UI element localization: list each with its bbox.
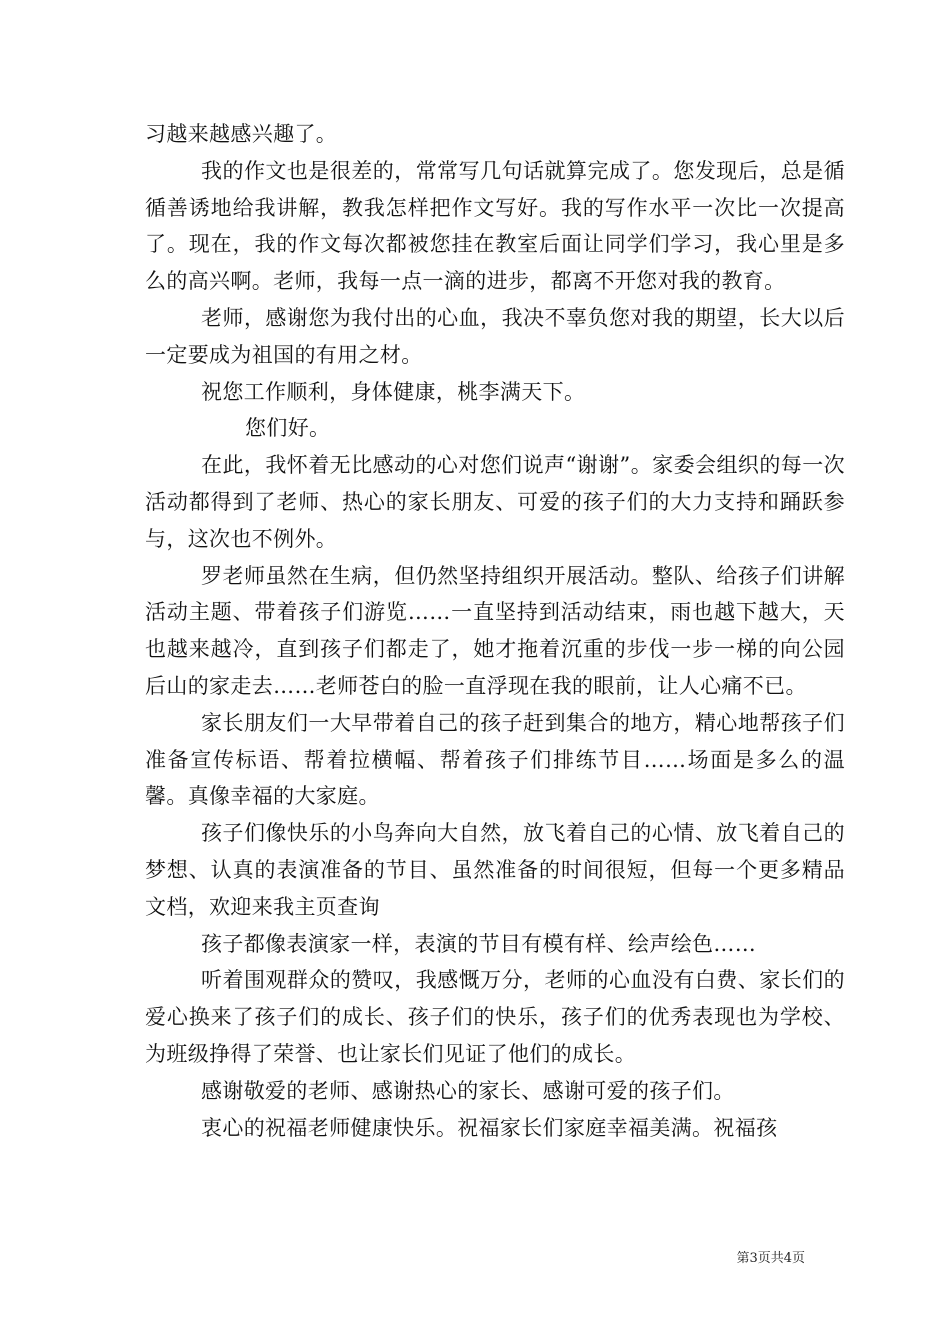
paragraph: 老师，感谢您为我付出的心血，我决不辜负您对我的期望，长大以后一定要成为祖国的有用之材。: [145, 305, 845, 367]
paragraph: 家长朋友们一大早带着自己的孩子赶到集合的地方，精心地帮孩子们准备宣传标语、帮着拉横幅、帮着孩子们排练节目……场面是多么的温馨。真像幸福的大家庭。: [145, 710, 845, 809]
paragraph: 祝您工作顺利，身体健康，桃李满天下。: [201, 379, 586, 404]
page-number-footer: 第3页共4页: [736, 1251, 805, 1266]
paragraph: 孩子都像表演家一样，表演的节目有模有样、绘声绘色……: [201, 931, 757, 956]
paragraph: 孩子们像快乐的小鸟奔向大自然，放飞着自己的心情、放飞着自己的梦想、认真的表演准备的节目、虽然准备的时间很短，但每一个更多精品文档，欢迎来我主页查询: [145, 821, 845, 919]
paragraph: 听着围观群众的赞叹，我感慨万分，老师的心血没有白费、家长们的爱心换来了孩子们的成长、孩子们的快乐，孩子们的优秀表现也为学校、为班级挣得了荣誉、也让家长们见证了他们的成长。: [145, 968, 845, 1066]
paragraph: 感谢敬爱的老师、感谢热心的家长、感谢可爱的孩子们。: [201, 1078, 735, 1103]
paragraph: 我的作文也是很差的，常常写几句话就算完成了。您发现后，总是循循善诱地给我讲解，教我怎样把作文写好。我的写作水平一次比一次提高了。现在，我的作文每次都被您挂在教室后面让同学们学习，我心里是多么的高兴啊。老师，我每一点一滴的进步，都离不开您对我的教育。: [145, 158, 845, 294]
document-body: [145, 116, 845, 1146]
paragraph: 衷心的祝福老师健康快乐。祝福家长们家庭幸福美满。祝福孩: [201, 1115, 778, 1140]
salutation: 您们好。: [245, 416, 331, 441]
paragraph: 在此，我怀着无比感动的心对您们说声“谢谢”。家委会组织的每一次活动都得到了老师、热心的家长朋友、可爱的孩子们的大力支持和踊跃参与，这次也不例外。: [145, 453, 845, 551]
paragraph: 罗老师虽然在生病，但仍然坚持组织开展活动。整队、给孩子们讲解活动主题、带着孩子们游览……一直坚持到活动结束，雨也越下越大，天也越来越冷，直到孩子们都走了，她才拖着沉重的步伐一步一梯的向公园后山的家走去……老师苍白的脸一直浮现在我的眼前，让人心痛不已。: [145, 563, 845, 698]
paragraph-continuation: 习越来越感兴趣了。: [145, 122, 338, 146]
